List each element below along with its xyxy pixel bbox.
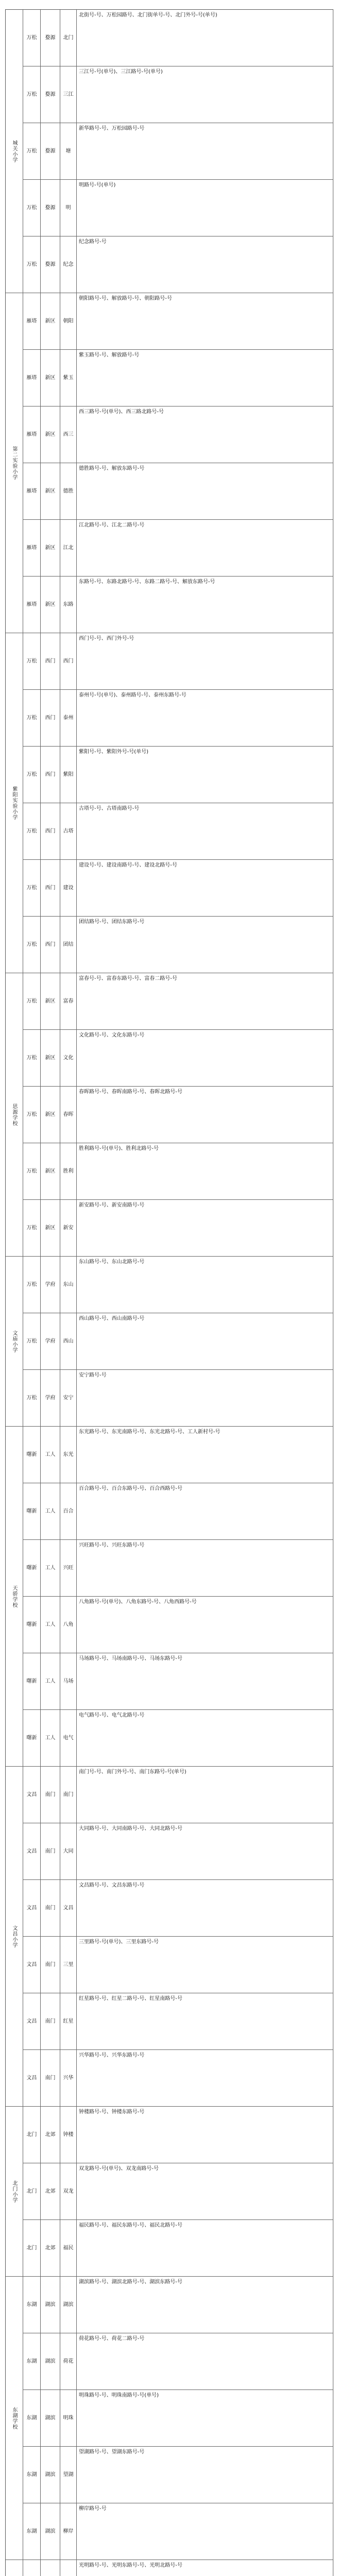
address-cell: 南门号-号、南门外号-号、南门东路号-号(单号) [77, 1767, 333, 1823]
zone-row [23, 917, 333, 973]
area-cell: 北郊 [41, 2163, 60, 2219]
address-cell: 江北路号-号、江北二路号-号 [77, 520, 333, 576]
street-cell: 兴旺 [60, 1540, 77, 1596]
zone-row [23, 1823, 333, 1880]
school-name: 天骄学校 [6, 1427, 23, 1766]
zone-row [23, 2220, 333, 2276]
address-cell: 西门号-号、西门外号-号 [77, 633, 333, 689]
zone-row [23, 180, 333, 236]
address-cell: 大同路号-号、大同南路号-号、大同北路号-号 [77, 1823, 333, 1879]
street-cell: 三江 [60, 66, 77, 123]
address-cell: 百合路号-号、百合东路号-号、百合西路号-号 [77, 1483, 333, 1539]
school-name: 思源学校 [6, 973, 23, 1256]
zone-row [23, 1710, 333, 1766]
city-cell: 万松 [23, 1370, 41, 1426]
area-cell: 湖滨 [41, 2390, 60, 2446]
street-cell: 北门 [60, 10, 77, 66]
street-cell: 纪念 [60, 236, 77, 293]
school-name: 第二实验小学 [6, 293, 23, 633]
city-cell: 万松 [23, 1257, 41, 1313]
zone-row [23, 1030, 333, 1087]
school-group [6, 2560, 333, 2576]
area-cell: 婺源 [41, 180, 60, 236]
city-cell: 北门 [23, 2220, 41, 2276]
school-group [6, 10, 333, 293]
city-cell: 万松 [23, 860, 41, 916]
street-cell: 明 [60, 180, 77, 236]
address-cell: 八角路号-号(单号)、八角东路号-号、八角西路号-号 [77, 1597, 333, 1653]
city-cell: 文昌 [23, 1993, 41, 2049]
street-cell: 文化 [60, 1030, 77, 1086]
area-cell: 西门 [41, 633, 60, 689]
street-cell: 团结 [60, 917, 77, 973]
city-cell: 东湖 [23, 2333, 41, 2389]
zone-row [23, 1483, 333, 1540]
city-cell: 万松 [23, 917, 41, 973]
zone-row [23, 2447, 333, 2503]
street-cell: 富春 [60, 973, 77, 1029]
school-group [6, 1767, 333, 2107]
address-cell: 新华路号-号、万松园路号-号 [77, 123, 333, 179]
area-cell: 湖滨 [41, 2503, 60, 2560]
address-cell: 紫玉路号-号、解放路号-号 [77, 350, 333, 406]
zone-row [23, 1427, 333, 1483]
city-cell: 万松 [23, 747, 41, 803]
area-cell: 新区 [41, 1030, 60, 1086]
city-cell: 曙新 [23, 1540, 41, 1596]
school-group [6, 1257, 333, 1427]
street-cell: 红星 [60, 1993, 77, 2049]
school-name: 东湖学校 [6, 2277, 23, 2560]
city-cell: 文昌 [23, 1823, 41, 1879]
address-cell: 团结路号-号、团结东路号-号 [77, 917, 333, 973]
city-cell: 东湖 [23, 2447, 41, 2503]
area-cell: 湖滨 [41, 2277, 60, 2333]
area-cell: 南门 [41, 1767, 60, 1823]
address-cell: 湖滨路号-号、湖滨北路号-号、湖滨东路号-号 [77, 2277, 333, 2333]
area-cell: 工人 [41, 1483, 60, 1539]
school-group [6, 2277, 333, 2560]
street-cell: 安宁 [60, 1370, 77, 1426]
street-cell: 福民 [60, 2220, 77, 2276]
address-cell: 新安路号-号、新安南路号-号 [77, 1200, 333, 1256]
zone-row [23, 1653, 333, 1710]
address-cell: 紫阳号-号、紫阳外号-号(单号) [77, 747, 333, 803]
city-cell: 雁塔 [23, 293, 41, 349]
area-cell: 工人 [41, 1653, 60, 1709]
area-cell: 南门 [41, 1937, 60, 1993]
school-name: 城关小学 [6, 10, 23, 293]
zone-row [23, 1597, 333, 1653]
city-cell: 文昌 [23, 1880, 41, 1936]
city-cell: 雁塔 [23, 577, 41, 633]
zone-row [23, 1200, 333, 1256]
area-cell: 西门 [41, 747, 60, 803]
zone-row [23, 1880, 333, 1937]
address-cell: 安宁路号-号 [77, 1370, 333, 1426]
area-cell: 新区 [41, 350, 60, 406]
city-cell: 北门 [23, 2163, 41, 2219]
city-cell: 东湖 [23, 2277, 41, 2333]
area-cell: 婺源 [41, 10, 60, 66]
address-cell: 钟楼路号-号、钟楼东路号-号 [77, 2107, 333, 2163]
zone-row [23, 1993, 333, 2050]
address-cell: 文化路号-号、文化东路号-号 [77, 1030, 333, 1086]
area-cell: 西门 [41, 803, 60, 859]
zone-row [23, 973, 333, 1030]
zone-row [23, 747, 333, 803]
area-cell: 婺源 [41, 66, 60, 123]
address-cell: 望湖路号-号、望湖东路号-号 [77, 2447, 333, 2503]
address-cell: 三里路号-号(单号)、三里东路号-号 [77, 1937, 333, 1993]
area-cell: 新区 [41, 463, 60, 519]
zone-row [23, 123, 333, 180]
zone-row [23, 690, 333, 747]
enrollment-zone-table [5, 9, 333, 2576]
zone-row [23, 2333, 333, 2390]
city-cell: 文昌 [23, 2050, 41, 2106]
area-cell: 学府 [41, 1257, 60, 1313]
address-cell: 古塔号-号、古塔南路号-号 [77, 803, 333, 859]
zone-row [23, 236, 333, 293]
street-cell: 大同 [60, 1823, 77, 1879]
address-cell: 电气路号-号、电气北路号-号 [77, 1710, 333, 1766]
street-cell: 八角 [60, 1597, 77, 1653]
address-cell: 荷花路号-号、荷花二路号-号 [77, 2333, 333, 2389]
area-cell: 湖滨 [41, 2447, 60, 2503]
street-cell: 三里 [60, 1937, 77, 1993]
area-cell: 工人 [41, 1597, 60, 1653]
zone-row [23, 1313, 333, 1370]
street-cell: 东光 [60, 1427, 77, 1483]
address-cell: 福民路号-号、福民东路号-号、福民北路号-号 [77, 2220, 333, 2276]
address-cell: 东路号-号、东路北路号-号、东路二路号-号、解放东路号-号 [77, 577, 333, 633]
street-cell: 东山 [60, 1257, 77, 1313]
address-cell: 东山路号-号、东山北路号-号 [77, 1257, 333, 1313]
area-cell: 南门 [41, 1880, 60, 1936]
school-group [6, 293, 333, 633]
zone-row [23, 406, 333, 463]
school-group [6, 1427, 333, 1767]
address-cell: 西山路号-号、西山南路号-号 [77, 1313, 333, 1369]
address-cell: 泰州号-号(单号)、泰州路号-号、泰州东路号-号 [77, 690, 333, 746]
area-cell: 新区 [41, 1143, 60, 1199]
street-cell: 双龙 [60, 2163, 77, 2219]
address-cell: 春晖路号-号、春晖南路号-号、春晖北路号-号 [77, 1087, 333, 1143]
address-cell: 兴旺路号-号、兴旺东路号-号 [77, 1540, 333, 1596]
address-cell: 明珠路号-号、明珠南路号-号(单号) [77, 2390, 333, 2446]
street-cell: 古塔 [60, 803, 77, 859]
area-cell: 西门 [41, 860, 60, 916]
street-cell: 湖滨 [60, 2277, 77, 2333]
city-cell: 雁塔 [23, 406, 41, 463]
area-cell: 西门 [41, 690, 60, 746]
street-cell: 荷花 [60, 2333, 77, 2389]
zone-row [23, 520, 333, 577]
zone-row [23, 633, 333, 690]
city-cell: 雁塔 [23, 463, 41, 519]
street-cell: 西山 [60, 1313, 77, 1369]
area-cell: 新区 [41, 1087, 60, 1143]
street-cell: 明珠 [60, 2390, 77, 2446]
address-cell: 柳岸路号-号 [77, 2503, 333, 2560]
address-cell: 明路号-号(单号) [77, 180, 333, 236]
street-cell: 东路 [60, 577, 77, 633]
address-cell: 朝阳路号-号、解放路号-号、朝阳路号-号 [77, 293, 333, 349]
zone-row [23, 2050, 333, 2106]
city-cell [23, 2560, 41, 2576]
city-cell: 曙新 [23, 1427, 41, 1483]
street-cell: 紫玉 [60, 350, 77, 406]
area-cell: 新区 [41, 577, 60, 633]
street-cell [60, 2560, 77, 2576]
address-cell: 文昌路号-号、文昌东路号-号 [77, 1880, 333, 1936]
street-cell: 春晖 [60, 1087, 77, 1143]
city-cell: 曙新 [23, 1483, 41, 1539]
address-cell: 东光路号-号、东光南路号-号、东光北路号-号、工人新村号-号 [77, 1427, 333, 1483]
city-cell: 万松 [23, 690, 41, 746]
zone-row [23, 1087, 333, 1143]
city-cell: 北门 [23, 2107, 41, 2163]
area-cell: 北郊 [41, 2220, 60, 2276]
area-cell: 新区 [41, 406, 60, 463]
school-group [6, 2107, 333, 2277]
zone-row [23, 293, 333, 350]
city-cell: 万松 [23, 1313, 41, 1369]
street-cell: 朝阳 [60, 293, 77, 349]
zone-row [23, 2390, 333, 2447]
street-cell: 胜利 [60, 1143, 77, 1199]
address-cell: 德胜路号-号、解放东路号-号 [77, 463, 333, 519]
city-cell: 万松 [23, 1200, 41, 1256]
area-cell: 婺源 [41, 123, 60, 179]
school-name: 文昌小学 [6, 1767, 23, 2106]
address-cell: 西三路号-号(单号)、西三路北路号-号 [77, 406, 333, 463]
address-cell: 纪念路号-号 [77, 236, 333, 293]
street-cell: 紫阳 [60, 747, 77, 803]
street-cell: 文昌 [60, 1880, 77, 1936]
address-cell: 红星路号-号、红星二路号-号、红星南路号-号 [77, 1993, 333, 2049]
area-cell: 南门 [41, 1823, 60, 1879]
city-cell: 东湖 [23, 2503, 41, 2560]
city-cell: 东湖 [23, 2390, 41, 2446]
city-cell: 万松 [23, 1143, 41, 1199]
zone-row [23, 1143, 333, 1200]
school-group [6, 973, 333, 1257]
street-cell: 望湖 [60, 2447, 77, 2503]
zone-row [23, 577, 333, 633]
street-cell: 塘 [60, 123, 77, 179]
street-cell: 百合 [60, 1483, 77, 1539]
city-cell: 万松 [23, 123, 41, 179]
street-cell: 兴华 [60, 2050, 77, 2106]
zone-row [23, 2560, 333, 2576]
area-cell: 湖滨 [41, 2333, 60, 2389]
city-cell: 万松 [23, 236, 41, 293]
address-cell: 兴华路号-号、兴华东路号-号 [77, 2050, 333, 2106]
street-cell: 建设 [60, 860, 77, 916]
zone-row [23, 10, 333, 66]
city-cell: 万松 [23, 10, 41, 66]
city-cell: 万松 [23, 633, 41, 689]
zone-row [23, 803, 333, 860]
area-cell: 南门 [41, 2050, 60, 2106]
area-cell: 工人 [41, 1710, 60, 1766]
area-cell: 新区 [41, 293, 60, 349]
area-cell: 西门 [41, 917, 60, 973]
city-cell: 文昌 [23, 1937, 41, 1993]
street-cell: 新安 [60, 1200, 77, 1256]
city-cell: 万松 [23, 1030, 41, 1086]
city-cell: 万松 [23, 180, 41, 236]
address-cell: 富春号-号、富春东路号-号、富春二路号-号 [77, 973, 333, 1029]
area-cell: 新区 [41, 973, 60, 1029]
zone-row [23, 1937, 333, 1993]
address-cell: 建设号-号、建设南路号-号、建设北路号-号 [77, 860, 333, 916]
street-cell: 泰州 [60, 690, 77, 746]
street-cell: 德胜 [60, 463, 77, 519]
city-cell: 曙新 [23, 1710, 41, 1766]
city-cell: 万松 [23, 803, 41, 859]
zone-row [23, 1540, 333, 1597]
street-cell: 西门 [60, 633, 77, 689]
school-group [6, 633, 333, 973]
area-cell: 工人 [41, 1540, 60, 1596]
area-cell: 北郊 [41, 2107, 60, 2163]
area-cell: 新区 [41, 1200, 60, 1256]
area-cell: 学府 [41, 1313, 60, 1369]
city-cell: 万松 [23, 1087, 41, 1143]
zone-row [23, 1257, 333, 1313]
zone-row [23, 1767, 333, 1823]
address-cell: 双龙路号-号(单号)、双龙南路号-号 [77, 2163, 333, 2219]
street-cell: 南门 [60, 1767, 77, 1823]
city-cell: 雁塔 [23, 350, 41, 406]
address-cell: 北街号-号、万松园路号、北门街单号-号、北门外号-号(单号) [77, 10, 333, 66]
city-cell: 文昌 [23, 1767, 41, 1823]
zone-row [23, 2163, 333, 2220]
area-cell: 工人 [41, 1427, 60, 1483]
area-cell: 婺源 [41, 236, 60, 293]
area-cell: 新区 [41, 520, 60, 576]
address-cell: 胜利路号-号(单号)、胜利北路号-号 [77, 1143, 333, 1199]
street-cell: 马场 [60, 1653, 77, 1709]
area-cell: 南门 [41, 1993, 60, 2049]
address-cell: 三江号-号(单号)、三江路号-号(单号) [77, 66, 333, 123]
city-cell: 万松 [23, 973, 41, 1029]
address-cell: 光明路号-号、光明东路号-号、光明北路号-号 [77, 2560, 333, 2576]
city-cell: 曙新 [23, 1597, 41, 1653]
school-name: 北门小学 [6, 2107, 23, 2276]
school-name: 紫阳实验小学 [6, 633, 23, 973]
zone-row [23, 2277, 333, 2333]
zone-row [23, 2503, 333, 2560]
area-cell [41, 2560, 60, 2576]
zone-row [23, 66, 333, 123]
zone-row [23, 860, 333, 917]
zone-row [23, 2107, 333, 2163]
street-cell: 电气 [60, 1710, 77, 1766]
street-cell: 柳岸 [60, 2503, 77, 2560]
area-cell: 学府 [41, 1370, 60, 1426]
zone-row [23, 1370, 333, 1426]
zone-row [23, 350, 333, 406]
address-cell: 马场路号-号、马场南路号-号、马场东路号-号 [77, 1653, 333, 1709]
school-name: 文庙小学 [6, 1257, 23, 1426]
street-cell: 江北 [60, 520, 77, 576]
school-name [6, 2560, 23, 2576]
street-cell: 西三 [60, 406, 77, 463]
city-cell: 万松 [23, 66, 41, 123]
city-cell: 曙新 [23, 1653, 41, 1709]
zone-row [23, 463, 333, 520]
city-cell: 雁塔 [23, 520, 41, 576]
street-cell: 钟楼 [60, 2107, 77, 2163]
